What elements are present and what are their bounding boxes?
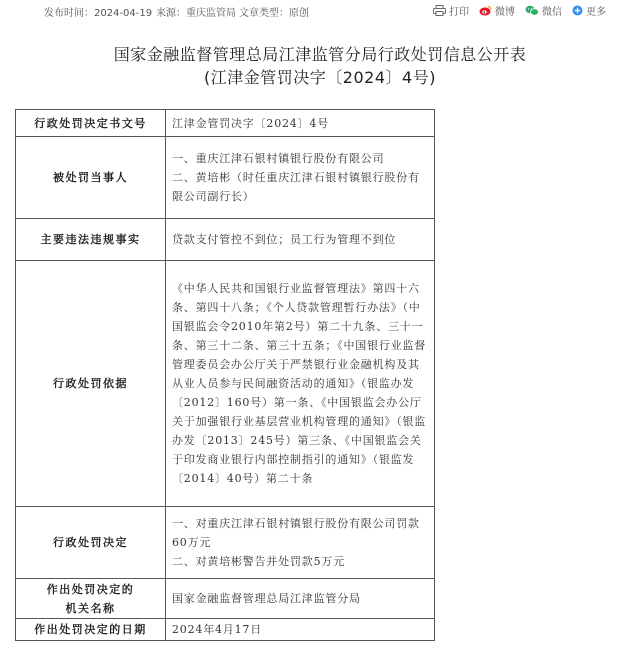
row-label: 作出处罚决定的 机关名称 <box>16 579 166 619</box>
weibo-share-button[interactable] <box>479 3 515 18</box>
row-label: 作出处罚决定的日期 <box>16 619 166 641</box>
row-value <box>166 219 435 261</box>
table-row <box>16 219 435 261</box>
weibo-label: 微博 <box>495 7 515 18</box>
table-row <box>16 507 435 579</box>
row-value <box>166 261 435 507</box>
page-title: 国家金融监督管理总局江津监管分局行政处罚信息公开表 <box>113 45 527 64</box>
row-label: 行政处罚决定 <box>16 507 166 579</box>
table-row <box>16 619 435 641</box>
article-meta-bar <box>0 0 640 22</box>
table-row <box>16 579 435 619</box>
table-row <box>16 137 435 219</box>
row-value <box>166 579 435 619</box>
violation-facts: 贷款支付管控不到位；员工行为管理不到位 <box>172 233 397 246</box>
wechat-share-button[interactable] <box>525 3 562 18</box>
row-label: 行政处罚依据 <box>16 261 166 507</box>
source: 来源：重庆监管局 <box>156 8 236 19</box>
article-type: 文章类型：原创 <box>239 8 309 19</box>
decision-number: 江津金管罚决字〔2024〕4号 <box>172 116 329 130</box>
wechat-label: 微信 <box>542 7 562 18</box>
penalty-decision-1: 一、对重庆江津石银村镇银行股份有限公司罚款60万元 <box>172 517 420 549</box>
row-label: 被处罚当事人 <box>16 137 166 219</box>
publish-time: 发布时间：2024-04-19 <box>44 8 153 19</box>
print-label: 打印 <box>449 7 469 18</box>
authority-name: 国家金融监督管理总局江津监管分局 <box>172 592 361 605</box>
penalty-info-table <box>15 109 435 641</box>
more-label: 更多 <box>586 7 606 18</box>
row-value <box>166 507 435 579</box>
page-subtitle: (江津金管罚决字〔2024〕4号) <box>204 68 436 87</box>
more-icon <box>572 5 583 16</box>
more-share-button[interactable] <box>572 3 606 18</box>
penalty-decision-2: 二、对黄培彬警告并处罚款5万元 <box>172 555 345 568</box>
table-row <box>16 261 435 507</box>
party-2: 二、黄培彬（时任重庆江津石银村镇银行股份有限公司副行长） <box>172 171 420 203</box>
wechat-icon <box>525 5 539 16</box>
print-button[interactable] <box>433 3 469 18</box>
row-value <box>166 619 435 641</box>
row-value <box>166 110 435 137</box>
legal-basis: 《中华人民共和国银行业监督管理法》第四十六条、第四十八条；《个人贷款管理暂行办法》（中国银监会令2010年第2号）第二十九条、三十一条、第三十二条、第三十五条；《中国银行业监督管理委员会办公厅关于严禁银行业金融机构及其从业人员参与民间融资活动的通知》（银监办发〔2012〕160号）第一条、《中国银监会办公厅关于加强银行业基层营业机构管理的通知》（银监办发〔2013〕245号）第三条、《中国银监会关于印发商业银行内部控制指引的通知》（银监发〔2014〕40号）第二十条 <box>172 282 427 485</box>
weibo-icon <box>479 5 492 16</box>
row-label: 行政处罚决定书文号 <box>16 110 166 137</box>
decision-date: 2024年4月17日 <box>172 623 262 636</box>
party-1: 一、重庆江津石银村镇银行股份有限公司 <box>172 152 385 165</box>
share-actions <box>433 3 606 18</box>
printer-icon <box>433 5 446 16</box>
table-row <box>16 110 435 137</box>
row-value <box>166 137 435 219</box>
row-label: 主要违法违规事实 <box>16 219 166 261</box>
